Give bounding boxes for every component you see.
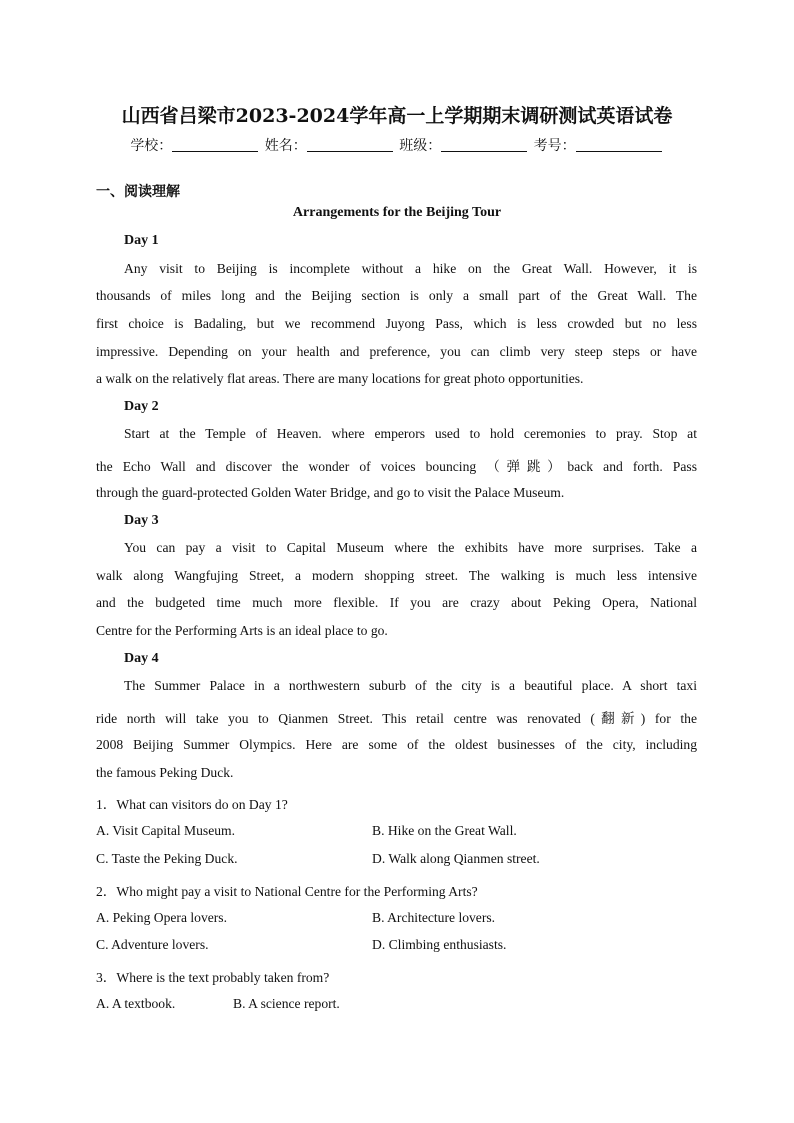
day-label: Day 4 bbox=[124, 651, 159, 666]
name-label: 姓名： bbox=[264, 138, 307, 154]
paragraph-line: 2008 Beijing Summer Olympics. Here are some of the oldest businesses of the city, including bbox=[96, 737, 697, 752]
exam-number-label: 考号： bbox=[533, 138, 576, 154]
paragraph-line: Start at the Temple of Heaven. where emperors used to hold ceremonies to pray. Stop at bbox=[124, 426, 697, 441]
paragraph-line: walk along Wangfujing Street, a modern shopping street. The walking is much less intensive bbox=[96, 568, 697, 583]
question-stem: 3．Where is the text probably taken from? bbox=[96, 970, 330, 985]
answer-option: B. Architecture lovers. bbox=[372, 910, 496, 925]
paragraph-line: through the guard-protected Golden Water Bridge, and go to visit the Palace Museum. bbox=[96, 485, 565, 500]
paragraph-line: The Summer Palace in a northwestern suburb of the city is a beautiful place. A short taxi bbox=[124, 678, 697, 693]
paragraph-line: a walk on the relatively flat areas. There are many locations for great photo opportunities. bbox=[96, 371, 584, 386]
answer-option: A. Peking Opera lovers. bbox=[96, 910, 227, 925]
school-label: 学校： bbox=[130, 138, 173, 154]
paragraph-line: Any visit to Beijing is incomplete without a hike on the Great Wall. However, it is bbox=[124, 261, 697, 276]
day-label: Day 3 bbox=[124, 513, 159, 528]
answer-option: C. Taste the Peking Duck. bbox=[96, 851, 238, 866]
passage-title: Arrangements for the Beijing Tour bbox=[292, 205, 502, 220]
school-blank bbox=[172, 137, 258, 152]
answer-option: D. Walk along Qianmen street. bbox=[372, 851, 540, 866]
answer-option: C. Adventure lovers. bbox=[96, 937, 209, 952]
class-blank bbox=[441, 137, 527, 152]
student-info-line bbox=[0, 135, 794, 155]
answer-option: D. Climbing enthusiasts. bbox=[372, 937, 507, 952]
question-stem: 2．Who might pay a visit to National Centre for the Performing Arts? bbox=[96, 884, 478, 899]
paragraph-line: the famous Peking Duck. bbox=[96, 765, 234, 780]
paragraph-line: and the budgeted time much more flexible. If you are crazy about Peking Opera, National bbox=[96, 595, 697, 610]
paragraph-line: Centre for the Performing Arts is an ideal place to go. bbox=[96, 623, 388, 638]
name-blank bbox=[307, 137, 393, 152]
exam-title: 山西省吕梁市2023-2024学年高一上学期期末调研测试英语试卷 bbox=[121, 105, 673, 127]
paragraph-line: impressive. Depending on your health and preference, you can climb very steep steps or have bbox=[96, 344, 697, 359]
answer-option: B. A science report. bbox=[233, 996, 340, 1011]
answer-option: B. Hike on the Great Wall. bbox=[372, 823, 517, 838]
section-heading: 一、阅读理解 bbox=[96, 184, 180, 200]
class-label: 班级： bbox=[399, 138, 442, 154]
question-stem: 1．What can visitors do on Day 1? bbox=[96, 797, 288, 812]
exam-number-blank bbox=[576, 137, 662, 152]
paragraph-line: the Echo Wall and discover the wonder of voices bouncing （弹跳）back and forth. Pass bbox=[96, 459, 697, 474]
paragraph-line: ride north will take you to Qianmen Street. This retail centre was renovated (翻新) for the bbox=[96, 711, 697, 726]
paragraph-line: thousands of miles long and the Beijing section is only a small part of the Great Wall. The bbox=[96, 288, 697, 303]
day-label: Day 2 bbox=[124, 399, 159, 414]
day-label: Day 1 bbox=[124, 233, 159, 248]
paragraph-line: You can pay a visit to Capital Museum where the exhibits have more surprises. Take a bbox=[124, 540, 697, 555]
answer-option: A. A textbook. bbox=[96, 996, 176, 1011]
paragraph-line: first choice is Badaling, but we recommend Juyong Pass, which is less crowded but no less bbox=[96, 316, 697, 331]
answer-option: A. Visit Capital Museum. bbox=[96, 823, 236, 838]
